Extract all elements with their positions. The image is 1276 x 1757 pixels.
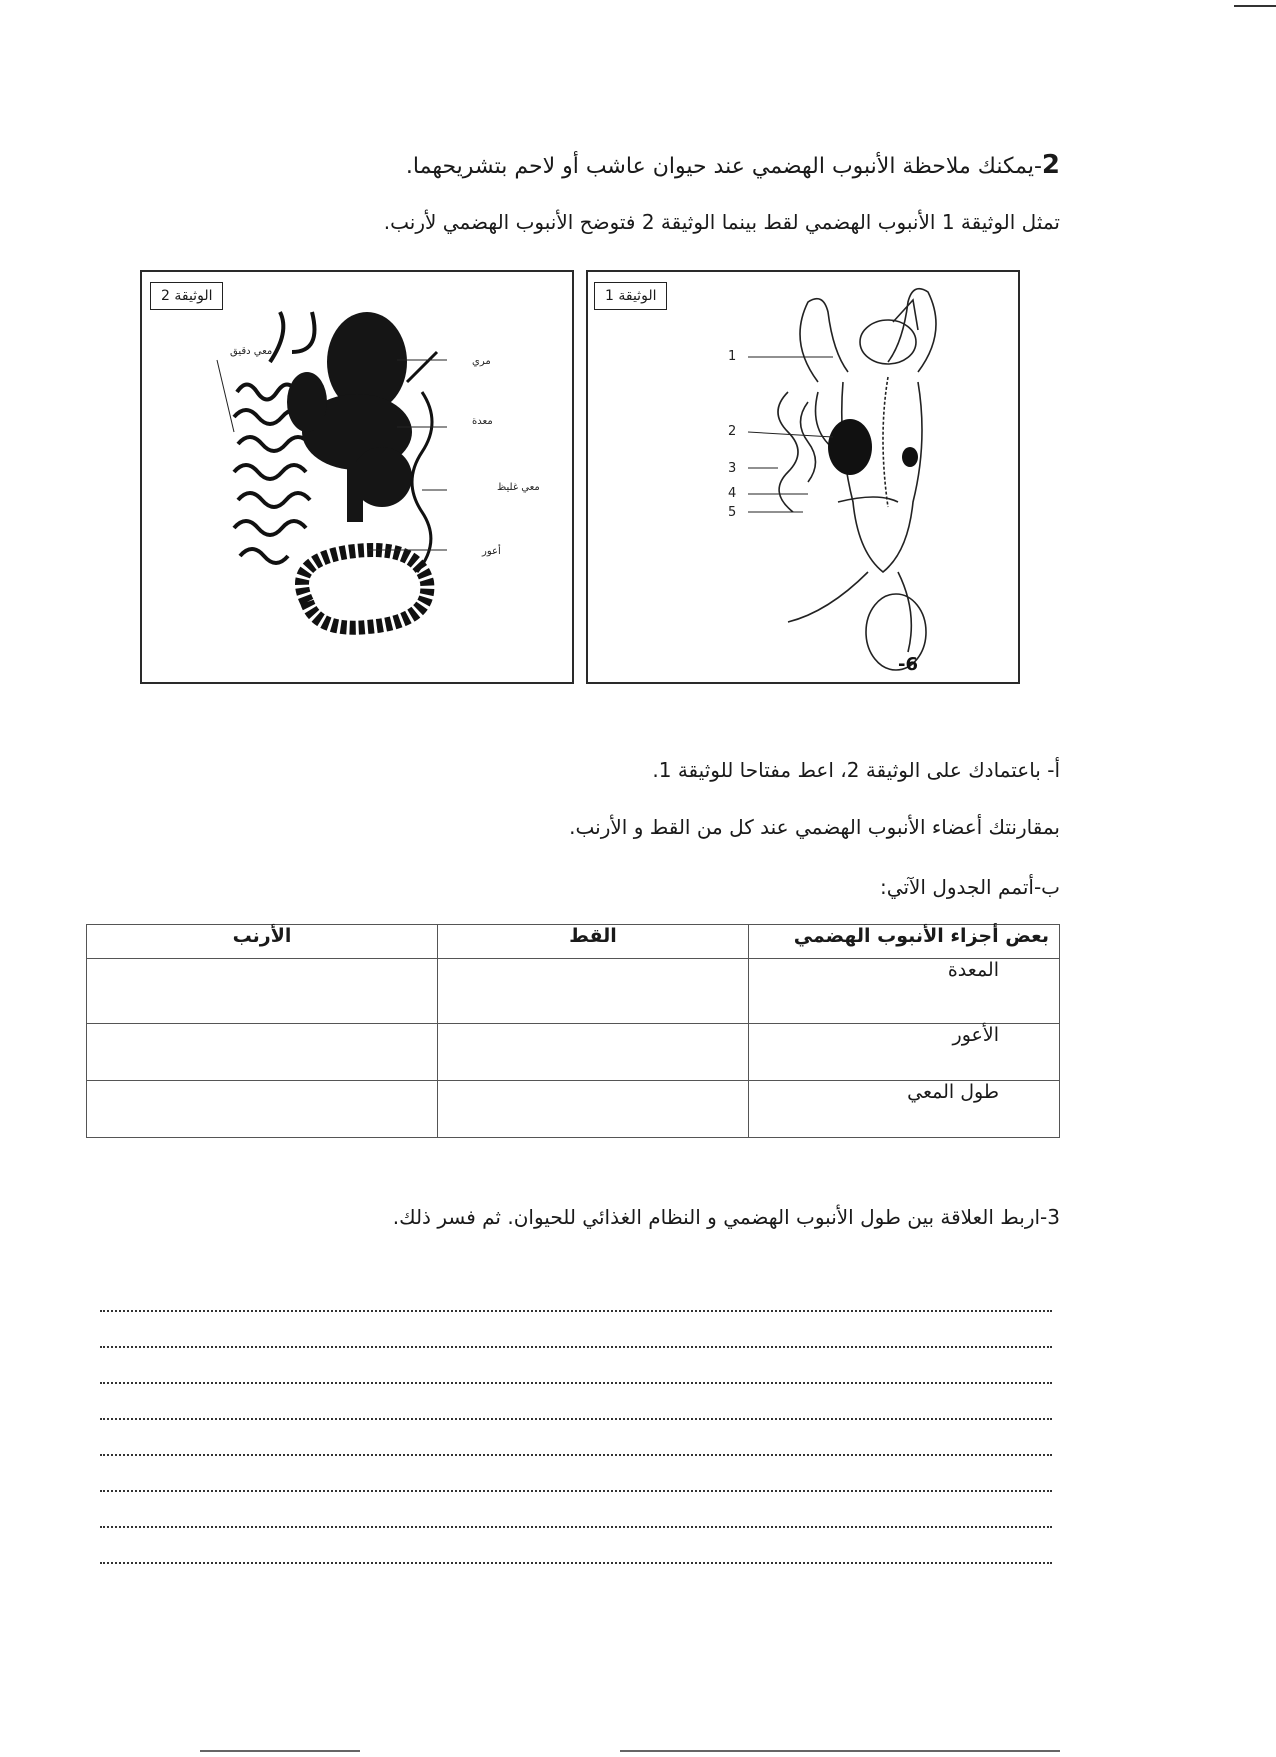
label-large-intestine: معي غليظ (497, 482, 540, 493)
document-2-figure (140, 270, 574, 684)
table-row (87, 1024, 1060, 1081)
bottom-rule (200, 1750, 360, 1752)
number-1: 1 (728, 349, 737, 364)
table-cell-part: طول المعي (749, 1081, 1060, 1138)
answer-line[interactable] (100, 1528, 1052, 1564)
document-2-title: الوثيقة 2 (150, 282, 223, 310)
comparison-table (86, 924, 1060, 1138)
question-compare: بمقارنتك أعضاء الأنبوب الهضمي عند كل من القط و الأرنب. (569, 815, 1060, 839)
answer-line[interactable] (100, 1420, 1052, 1456)
answer-line[interactable] (100, 1312, 1052, 1348)
question-a: أ- باعتمادك على الوثيقة 2، اعط مفتاحا للوثيقة 1. (652, 758, 1060, 782)
question-2-number: 2 (1041, 150, 1060, 180)
table-cell-cat-answer[interactable] (438, 959, 749, 1024)
table-cell-part: الأعور (749, 1024, 1060, 1081)
corner-mark: 6- (897, 654, 918, 675)
table-cell-part: المعدة (749, 959, 1060, 1024)
answer-line[interactable] (100, 1492, 1052, 1528)
bottom-rule (620, 1750, 1060, 1752)
table-cell-cat-answer[interactable] (438, 1024, 749, 1081)
answer-line[interactable] (100, 1348, 1052, 1384)
number-5: 5 (728, 505, 737, 520)
number-2: 2 (728, 424, 737, 439)
answer-line[interactable] (100, 1276, 1052, 1312)
table-header-cat: القط (438, 925, 749, 959)
question-3: 3-اربط العلاقة بين طول الأنبوب الهضمي و النظام الغذائي للحيوان. ثم فسر ذلك. (392, 1205, 1060, 1229)
number-3: 3 (728, 461, 737, 476)
answer-line[interactable] (100, 1456, 1052, 1492)
edge-mark (1234, 5, 1276, 7)
cat-digestive-tract-illustration (588, 272, 1018, 682)
label-stomach: معدة (472, 416, 493, 427)
document-1-title: الوثيقة 1 (594, 282, 667, 310)
table-cell-rabbit-answer[interactable] (87, 1024, 438, 1081)
table-header-part: بعض أجزاء الأنبوب الهضمي (749, 925, 1060, 959)
label-caecum: أعور (482, 546, 501, 557)
table-cell-rabbit-answer[interactable] (87, 959, 438, 1024)
label-small-intestine: معي دقيق (230, 346, 273, 357)
table-row (87, 959, 1060, 1024)
table-row (87, 1081, 1060, 1138)
document-1-figure (586, 270, 1020, 684)
answer-line[interactable] (100, 1384, 1052, 1420)
question-b: ب-أتمم الجدول الآتي: (880, 875, 1060, 899)
question-2-text: -يمكنك ملاحظة الأنبوب الهضمي عند حيوان عاشب أو لاحم بتشريحهما. (405, 154, 1042, 179)
rabbit-digestive-tract-illustration (142, 272, 572, 682)
table-header-rabbit: الأرنب (87, 925, 438, 959)
number-4: 4 (728, 486, 737, 501)
answer-lines (100, 1276, 1052, 1564)
table-header-row (87, 925, 1060, 959)
intro-text: تمثل الوثيقة 1 الأنبوب الهضمي لقط بينما الوثيقة 2 فتوضح الأنبوب الهضمي لأرنب. (383, 210, 1060, 234)
question-2 (406, 150, 1060, 180)
label-esophagus: مري (472, 356, 491, 367)
table-cell-rabbit-answer[interactable] (87, 1081, 438, 1138)
table-cell-cat-answer[interactable] (438, 1081, 749, 1138)
